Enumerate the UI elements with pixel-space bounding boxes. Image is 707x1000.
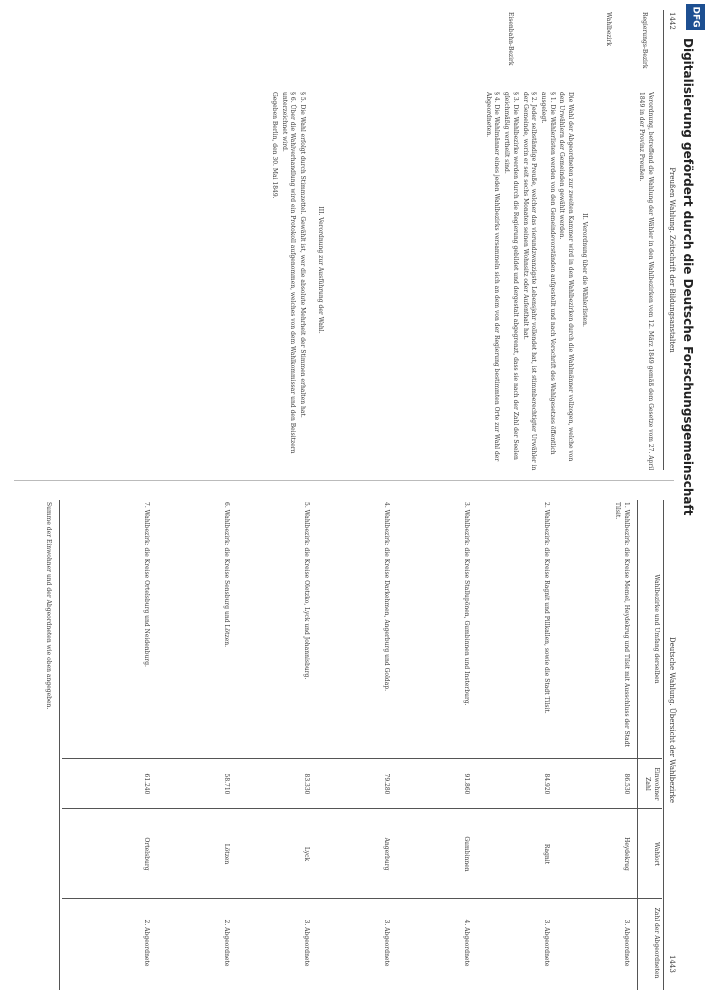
column-rule [62, 898, 662, 899]
table-row-deputies: 3. Abgeordnete [543, 919, 550, 967]
table-row-deputies: 2. Abgeordnete [143, 919, 150, 967]
left-paragraph: § 1. Die Wählerlisten werden von den Gemeindevorständen aufgestellt und nach Vorschrift des Wahlgesetzes öffentlich ausgelegt. [540, 92, 556, 455]
table-row-deputies: 3. Abgeordnete [623, 919, 630, 967]
table-row-place: Lötzen [223, 843, 230, 865]
margin-note-3: Eisenbahn-Bezirk [507, 12, 514, 66]
table-row-district: 2. Wahlbezirk: die Kreise Ragnit und Pillkallen, sowie die Stadt Tilsit. [543, 502, 550, 714]
table-row-population: 84.920 [543, 773, 550, 795]
right-head-rule [663, 500, 664, 990]
table-row-population: 61.240 [143, 773, 150, 795]
table-row-deputies: 3. Abgeordnete [303, 919, 310, 967]
table-row-district: 5. Wahlbezirk: die Kreise Oletzko, Lyck und Johannisburg. [303, 502, 310, 680]
right-running-head: Deutsche Wahlung. Übersicht der Wahlbezirke [668, 636, 676, 804]
table-row-district: 6. Wahlbezirk: die Kreise Sensburg und Lötzen. [223, 502, 230, 648]
table-row-place: Ragnit [543, 843, 550, 865]
table-row-district: 7. Wahlbezirk: die Kreise Ortelsburg und Neidenburg. [143, 502, 150, 667]
dfg-logo-text: DFG [690, 6, 701, 28]
table-footnote: Summe der Einwohner und der Abgeordneten wie oben angegeben. [45, 502, 52, 710]
table-header-rule [637, 500, 638, 990]
left-paragraph: Die Wahl der Abgeordneten zur zweiten Kammer wird in den Wahlbezirken durch die Wahlmänner vollzogen, welche von den Urwählern der Gemeinden gewählt werden. [558, 92, 574, 462]
left-paragraph: § 5. Die Wahl erfolgt durch Stimmzettel. Gewählt ist, wer die absolute Mehrheit der Stimmen erhalten hat. [299, 92, 306, 418]
digitization-note: Digitalisierung gefördert durch die Deutsche Forschungsgemeinschaft [681, 38, 695, 516]
table-header-district: Wahlbezirke und Umfang derselben [653, 574, 660, 684]
table-row-population: 86.530 [623, 773, 630, 795]
table-row-district: 3. Wahlbezirk: die Kreise Stallupönen, Gumbinnen und Insterburg. [463, 502, 470, 706]
table-row-place: Ortelsburg [143, 837, 150, 871]
left-paragraph: § 2. Jeder selbständige Preuße, welcher das vierundzwanzigste Lebensjahr vollendet hat, ist stimmberechtigter Urwähler in der Gemeinde, worin er seit sechs Monaten seinen Wohnsitz oder Aufenthalt hat. [521, 92, 538, 471]
left-running-head: Preußen Wahlung. Zeitschrift der Bildungsanstalten [668, 167, 676, 353]
left-paragraph: § 3. Die Wahlbezirke werden durch die Regierung gebildet und dergestalt abgegrenzt, dass sie nach der Zahl der Seelen gleichmäßig vertheilt sind. [503, 92, 519, 460]
table-row-population: 58.710 [223, 773, 230, 795]
table-row-deputies: 4. Abgeordnete [463, 919, 470, 967]
left-paragraph: § 4. Die Wahlmänner eines jeden Wahlbezirks versammeln sich an dem von der Regierung bestimmten Orte zur Wahl der Abgeordneten. [484, 92, 501, 462]
left-subsection-head: III. Verordnung zur Ausführung der Wahl. [317, 206, 324, 334]
right-page-number: 1443 [668, 955, 676, 973]
margin-note-2: Wahlbezirk [605, 12, 612, 46]
table-row-place: Lyck [303, 846, 310, 862]
margin-note-1: Regierungs-Bezirk [641, 12, 648, 69]
table-row-population: 83.330 [303, 773, 310, 795]
column-rule [62, 758, 662, 759]
table-row-place: Angerburg [383, 837, 390, 871]
page-gutter [14, 480, 674, 481]
left-body-text-3 [268, 92, 306, 472]
left-paragraph: § 6. Über die Wahlverhandlung wird ein Protokoll aufgenommen, welches von dem Wahlkommissar und den Beisitzern unterzeichnet wird. [280, 92, 297, 454]
dfg-logo [686, 4, 705, 30]
left-head-rule [663, 10, 664, 470]
column-rule [62, 808, 662, 809]
table-row-district: 1. Wahlbezirk: die Kreise Memel, Heydekrug und Tilsit mit Ausschluss der Stadt Tilsit. [614, 502, 630, 747]
left-section-head: II. Verordnung über die Wählerlisten. [581, 213, 588, 327]
table-bottom-rule [59, 500, 60, 990]
left-body-text [636, 92, 654, 472]
table-row-population: 91.860 [463, 773, 470, 795]
left-page-number: 1442 [668, 12, 676, 30]
table-header-population: Einwohner Zahl [644, 767, 660, 801]
table-row-place: Heydekrug [623, 837, 630, 871]
table-row-place: Gumbinnen [463, 836, 470, 872]
table-row-district: 4. Wahlbezirk: die Kreise Darkehmen, Angerburg und Goldap. [383, 502, 390, 692]
table-row-population: 79.280 [383, 773, 390, 795]
table-header-deputies: Zahl der Abgeordneten [653, 907, 660, 979]
left-body-text-2 [482, 92, 574, 472]
left-paragraph: Verordnung, betreffend die Wahlung der Wähler in den Wahlbezirken vom 12. März 1849 gemäß dem Gesetze vom 27. April 1849 in der Provinz Preußen. [638, 92, 654, 471]
table-header-place: Wahlort [653, 842, 660, 866]
table-row-deputies: 2. Abgeordnete [223, 919, 230, 967]
table-row-deputies: 3. Abgeordnete [383, 919, 390, 967]
left-paragraph: Gegeben Berlin, den 30. Mai 1849. [270, 92, 278, 199]
